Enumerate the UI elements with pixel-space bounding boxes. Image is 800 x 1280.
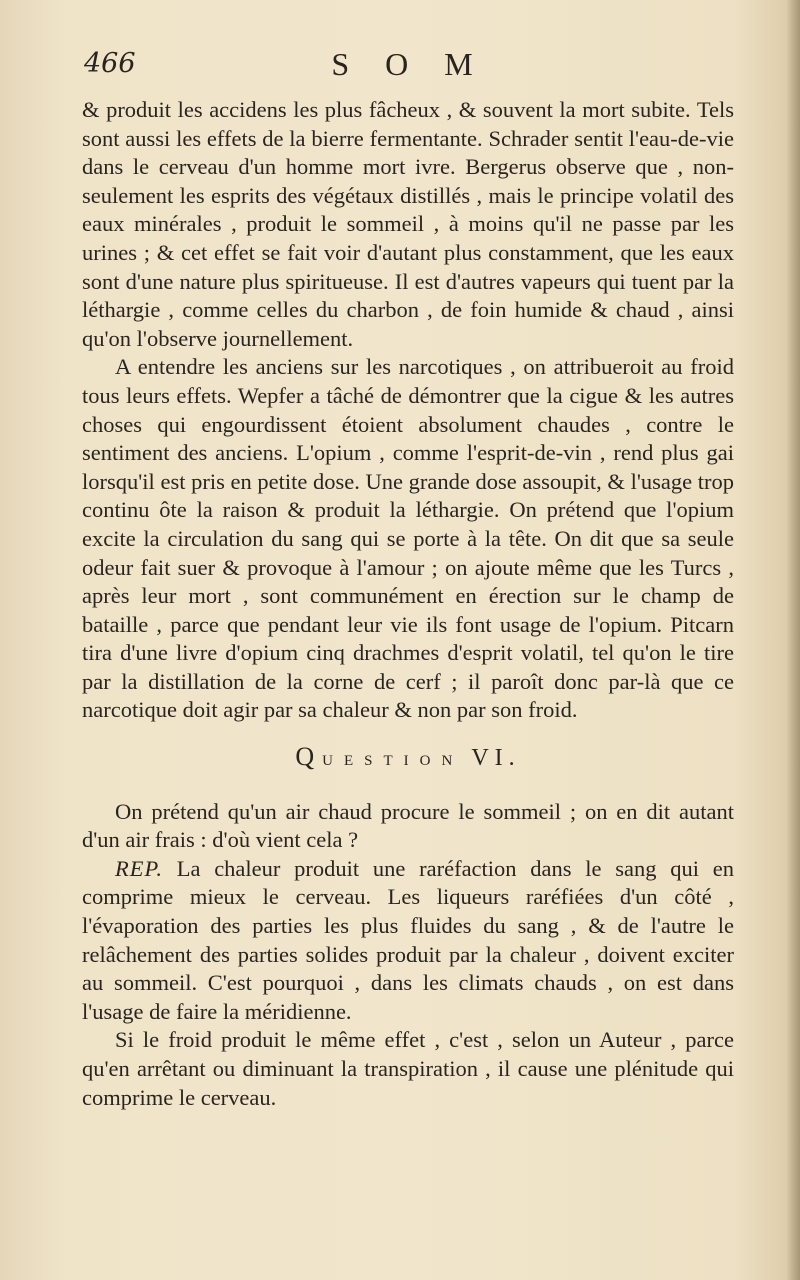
running-head: S O M <box>331 46 487 82</box>
answer-label: REP. <box>115 855 163 881</box>
answer-paragraph <box>82 855 734 1027</box>
question-number: VI. <box>471 745 521 772</box>
page-number: 466 <box>84 48 136 79</box>
question-initial: Q <box>295 742 323 772</box>
question-text: On prétend qu'un air chaud procure le sommeil ; on en dit autant d'un air frais : d'où vient cela ? <box>82 798 734 853</box>
answer-paragraph-cold: Si le froid produit le même effet , c'est , selon un Auteur , parce qu'en arrêtant ou diminuant la transpiration , il cause une plénitude qui comprime le cerveau. <box>82 1027 734 1110</box>
question-word: UESTION <box>322 753 464 770</box>
paragraph-narcotics: A entendre les anciens sur les narcotiques , on attribueroit au froid tous leurs effets. Wepfer a tâché de démontrer que la cigue & les autres choses qui engourdissent étoient absolument chaudes , contre le sentiment des anciens. L'opium , comme l'esprit-de-vin , rend plus gai lorsqu'il est pris en petite dose. Une grande dose assoupit, & l'usage trop continu ôte la raison & produit la léthargie. On prétend que l'opium excite la circulation du sang qui se porte à la tête. On dit que sa seule odeur fait suer & provoque à l'amour ; on ajoute même que les Turcs , après leur mort , sont communément en érection sur le champ de bataille , parce que pendant leur vie ils font usage de l'opium. Pitcarn tira d'une livre d'opium cinq drachmes d'esprit volatil, tel qu'on le tire par la distillation de la corne de cerf ; il paroît donc par-là que ce narcotique doit agir par sa chaleur & non par son froid. <box>82 354 734 723</box>
body-text <box>82 96 734 1112</box>
paragraph-continued: & produit les accidens les plus fâcheux , & souvent la mort subite. Tels sont aussi les effets de la bierre fermentante. Schrader sentit l'eau-de-vie dans le cerveau d'un homme mort ivre. Bergerus observe que , non-seulement les esprits des végétaux distillés , mais le principe volatil des eaux minérales , produit le sommeil , à moins qu'il ne passe par les urines ; & cet effet se fait voir d'autant plus constamment, que les eaux sont d'une nature plus spiritueuse. Il est d'autres vapeurs qui tuent par la léthargie , comme celles du charbon , de foin humide & chaud , ainsi qu'on l'observe journellement. <box>82 97 734 351</box>
page-header <box>84 46 734 86</box>
question-heading <box>82 743 734 776</box>
answer-text: La chaleur produit une raréfaction dans le sang qui en comprime mieux le cerveau. Les liqueurs raréfiées d'un côté , l'évaporation des parties les plus fluides du sang , & de l'autre le relâchement des parties solides produit par la chaleur , doivent exciter au sommeil. C'est pourquoi , dans les climats chauds , on est dans l'usage de faire la méridienne. <box>82 855 734 1024</box>
